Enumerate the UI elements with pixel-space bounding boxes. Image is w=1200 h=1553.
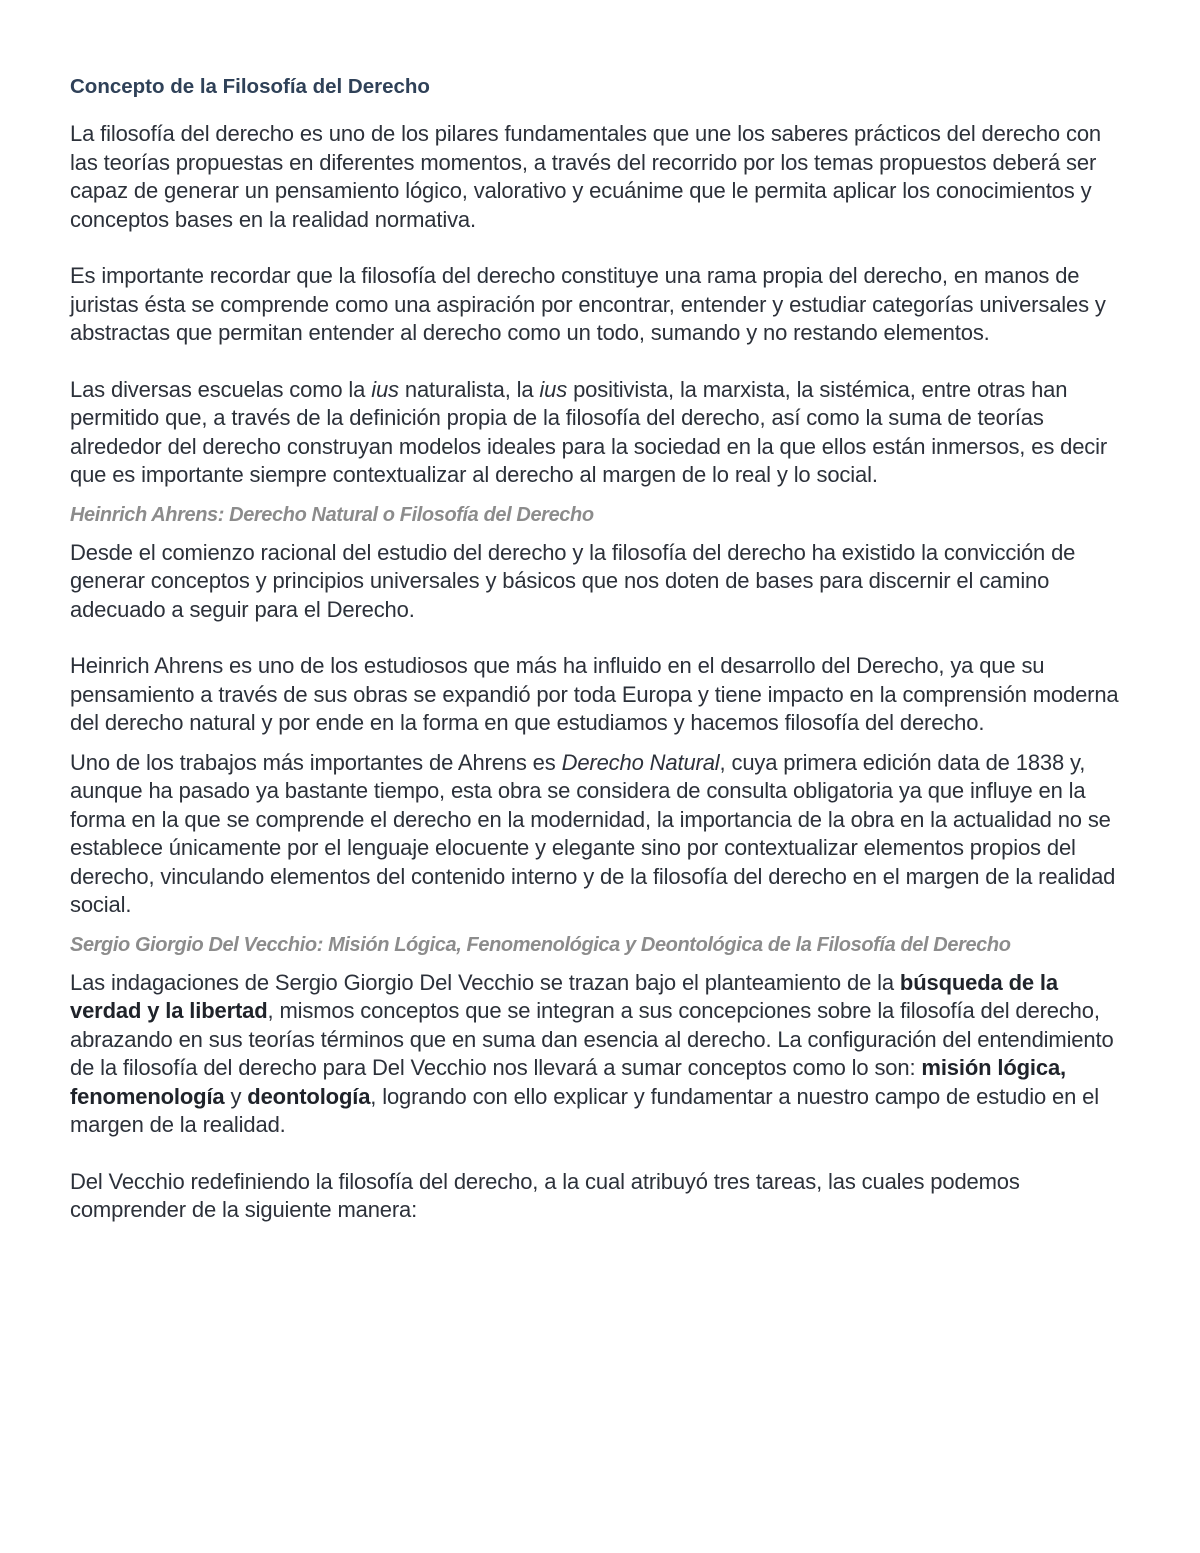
- text-span: positivista, la marxista, la sistémica, entre otras han permitido que, a través de la definición propia de la filosofía del derecho, así como la suma de teorías alrededor del derecho construyan modelos ideales para la sociedad en la que ellos están inmersos, es decir que es importante siempre contextualizar al derecho al margen de lo real y lo social.: [70, 376, 1108, 487]
- bold-term: deontología: [247, 1083, 371, 1109]
- text-span: y: [224, 1083, 248, 1109]
- bold-separator: ,: [1060, 1055, 1067, 1080]
- intro-paragraph-1: La filosofía del derecho es uno de los pilares fundamentales que une los saberes prácticos del derecho con las teorías propuestas en diferentes momentos, a través del recorrido por los temas propuestos deberá ser capaz de generar un pensamiento lógico, valorativo y ecuánime que le permita aplicar los conocimientos y conceptos bases en la realidad normativa.: [70, 121, 1101, 232]
- text-span: Las diversas escuelas como la: [70, 376, 372, 402]
- text-span: , logrando con ello explicar y fundamentar a nuestro campo de estudio en el margen de la realidad.: [70, 1083, 1099, 1137]
- bold-term: fenomenología: [70, 1083, 225, 1109]
- section-heading-vecchio: Sergio Giorgio Del Vecchio: Misión Lógica, Fenomenológica y Deontológica de la Filosofía del Derecho: [70, 933, 1011, 956]
- ius-term: ius: [371, 376, 399, 402]
- page-title: Concepto de la Filosofía del Derecho: [70, 75, 430, 98]
- ahrens-paragraph-1: Desde el comienzo racional del estudio del derecho y la filosofía del derecho ha existido la convicción de generar conceptos y principios universales y básicos que nos doten de bases para discernir el camino adecuado a seguir para el Derecho.: [70, 539, 1076, 622]
- text-span: , mismos conceptos que se integran a sus concepciones sobre la filosofía del derecho, abrazando en sus teorías términos que en suma dan esencia al derecho. La configuración del entendimiento de la filosofía del derecho para Del Vecchio nos llevará a sumar conceptos como lo son:: [70, 998, 1114, 1080]
- text-span: naturalista, la: [398, 376, 540, 402]
- text-span: Las indagaciones de Sergio Giorgio Del Vecchio se trazan bajo el planteamiento de la: [70, 969, 900, 995]
- vecchio-paragraph-1: [70, 969, 1132, 1140]
- document-page: [70, 70, 1132, 1225]
- intro-paragraph-3: [70, 376, 1132, 490]
- intro-paragraph-2: Es importante recordar que la filosofía del derecho constituye una rama propia del derecho, en manos de juristas ésta se comprende como una aspiración por encontrar, entender y estudiar categorías universales y abstractas que permitan entender al derecho como un todo, sumando y no restando elementos.: [70, 263, 1106, 345]
- vecchio-paragraph-2: Del Vecchio redefiniendo la filosofía del derecho, a la cual atribuyó tres tareas, las cuales podemos comprender de la siguiente manera:: [70, 1168, 1020, 1222]
- work-title: Derecho Natural: [561, 749, 720, 775]
- ius-term: ius: [539, 376, 568, 402]
- bold-term: misión lógica: [921, 1055, 1061, 1080]
- text-span: , cuya primera edición data de 1838 y, aunque ha pasado ya bastante tiempo, esta obra se considera de consulta obligatoria ya que influye en la forma en la que se comprende el derecho en la modernidad, la importancia de la obra en la actualidad no se establece únicamente por el lenguaje elocuente y elegante sino por contextualizar elementos propios del derecho, vinculando elementos del contenido interno y de la filosofía del derecho en el margen de la realidad social.: [70, 749, 1116, 917]
- bold-term: búsqueda de la verdad y la libertad: [70, 969, 1058, 1023]
- ahrens-paragraph-2: Heinrich Ahrens es uno de los estudiosos que más ha influido en el desarrollo del Derecho, ya que su pensamiento a través de sus obras se expandió por toda Europa y tiene impacto en la comprensión moderna del derecho natural y por ende en la forma en que estudiamos y hacemos filosofía del derecho.: [70, 653, 1119, 735]
- section-heading-ahrens: Heinrich Ahrens: Derecho Natural o Filosofía del Derecho: [70, 503, 594, 526]
- text-span: Uno de los trabajos más importantes de Ahrens es: [70, 749, 562, 775]
- ahrens-paragraph-3: [70, 749, 1132, 920]
